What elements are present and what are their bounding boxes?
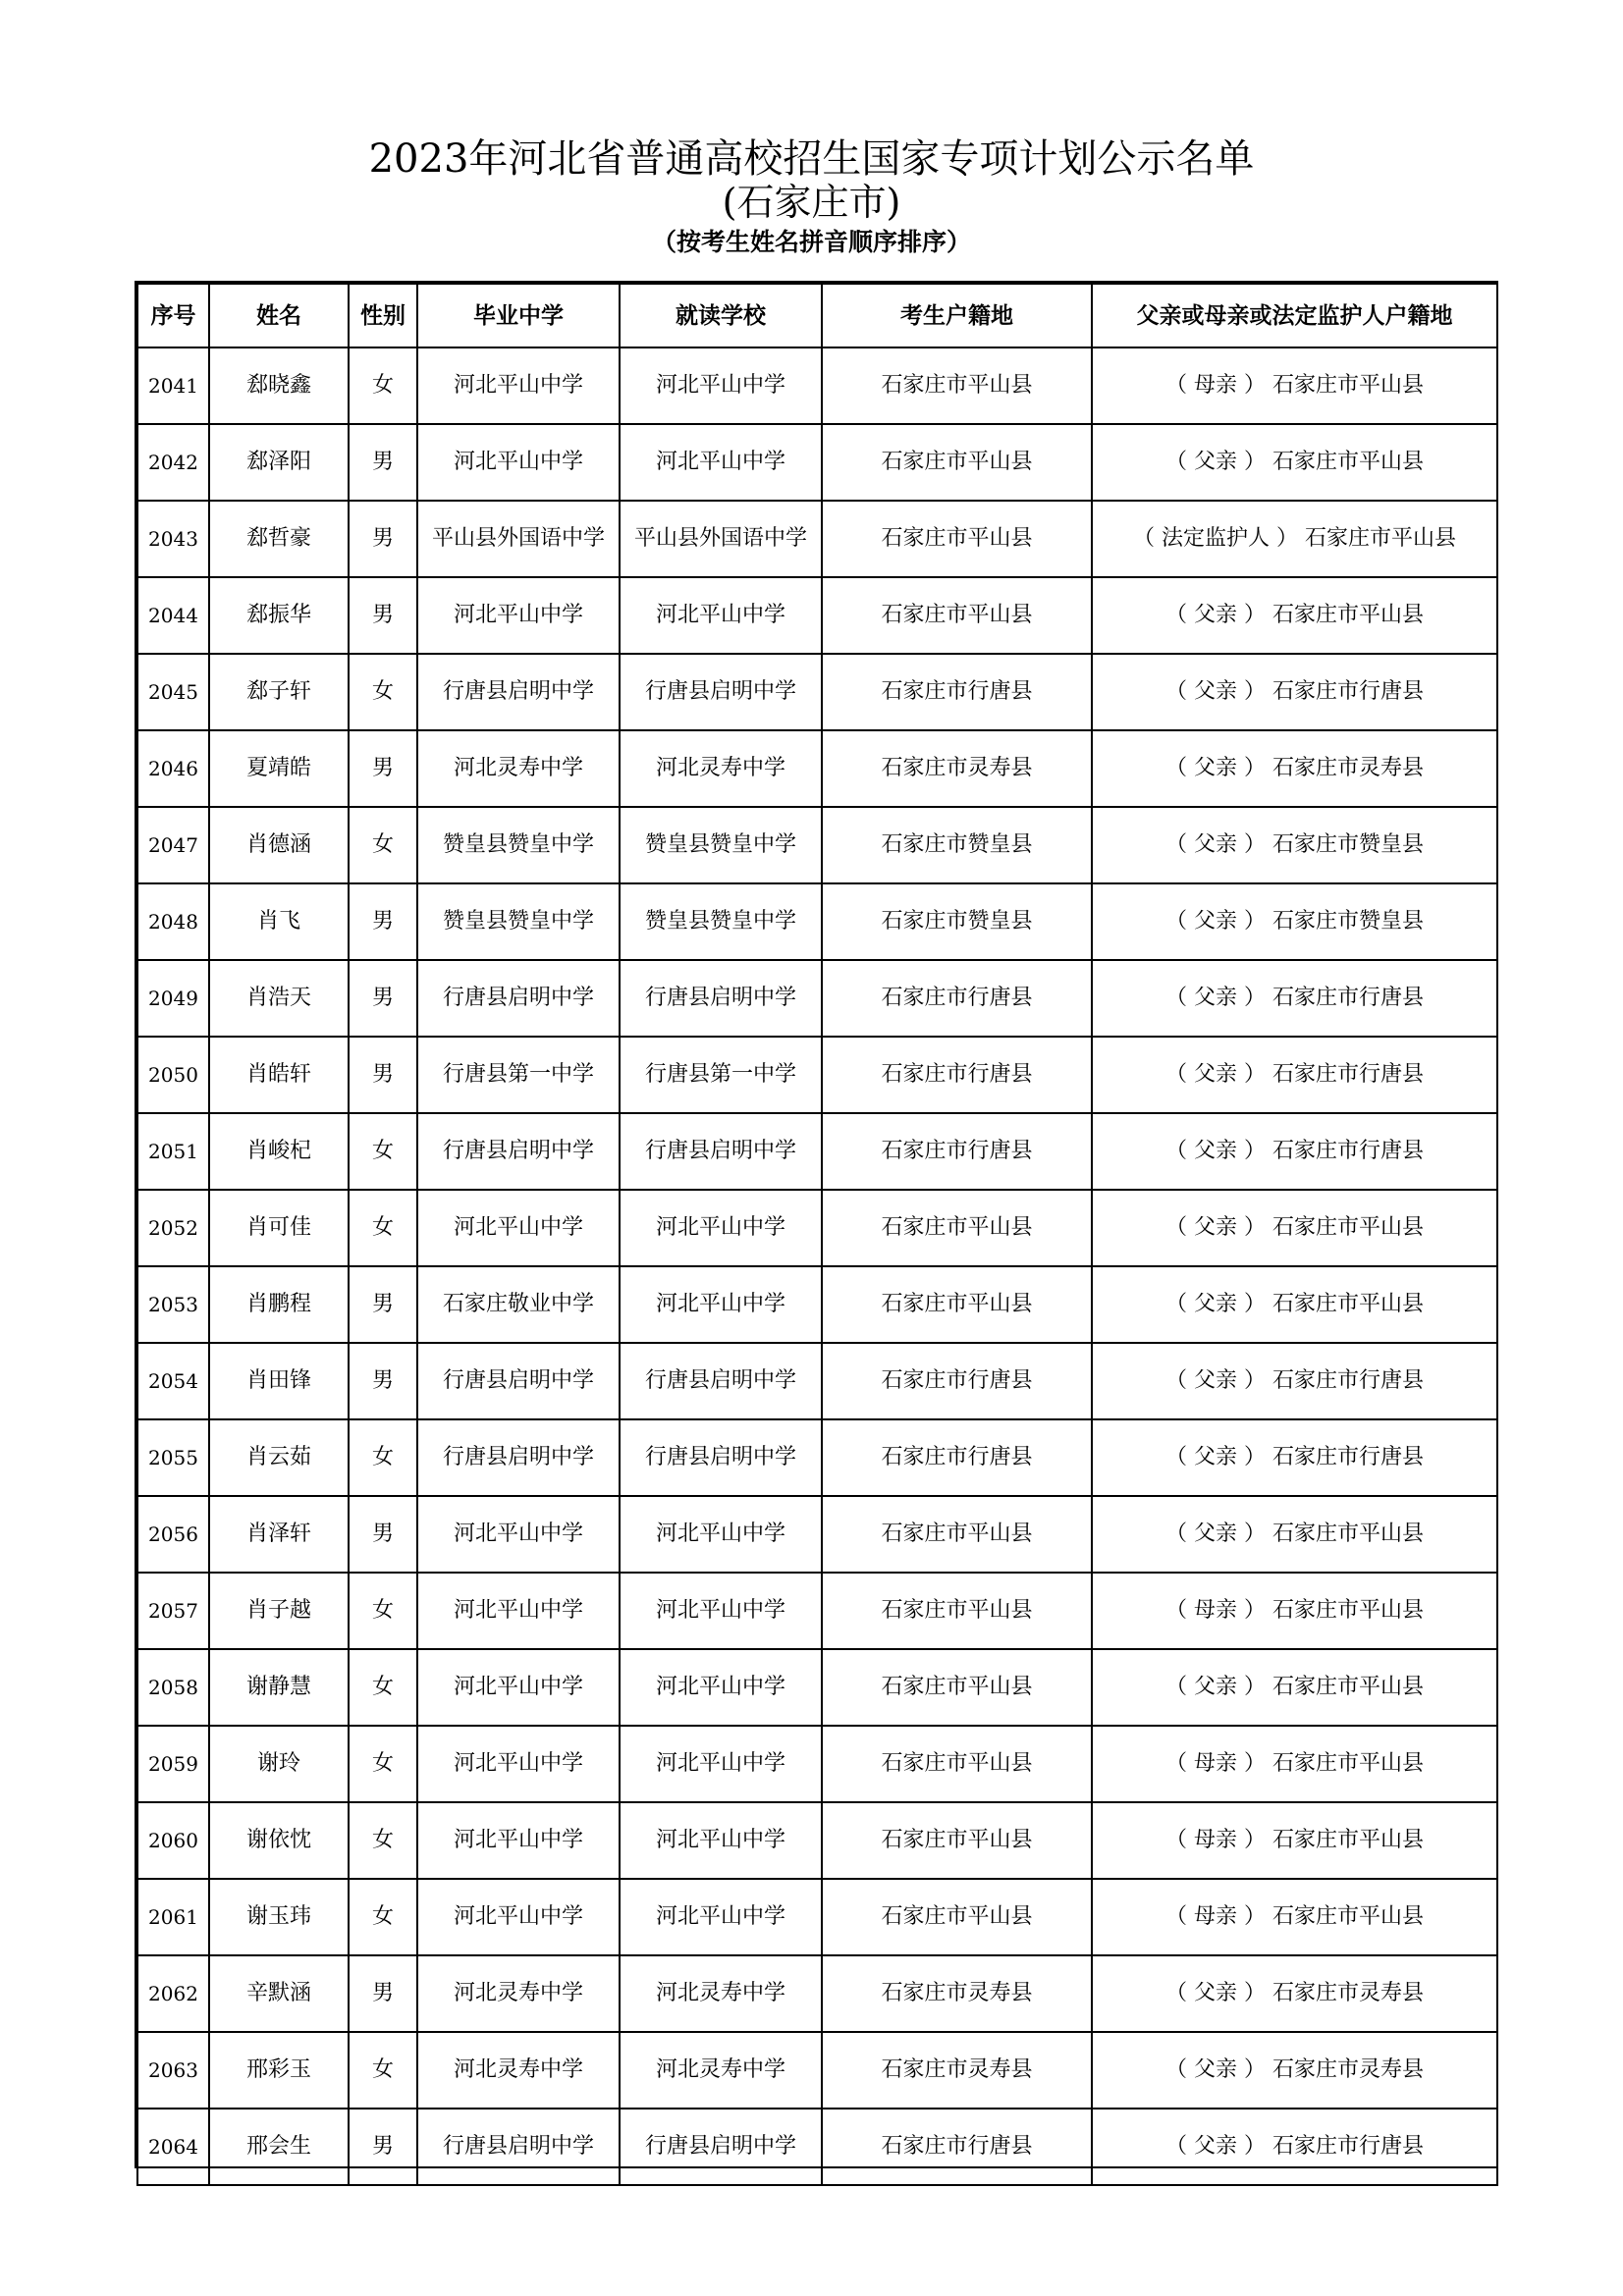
cell-gender: 男 bbox=[349, 424, 417, 501]
header-graduation-school: 毕业中学 bbox=[417, 284, 620, 347]
cell-current-school: 平山县外国语中学 bbox=[620, 501, 822, 577]
cell-guardian-registration: （ 父亲 ） 石家庄市行唐县 bbox=[1092, 1113, 1497, 1190]
cell-current-school: 河北平山中学 bbox=[620, 1266, 822, 1343]
cell-household-registration: 石家庄市平山县 bbox=[822, 424, 1092, 501]
cell-index: 2054 bbox=[137, 1343, 209, 1419]
cell-household-registration: 石家庄市平山县 bbox=[822, 1879, 1092, 1955]
header-row bbox=[137, 284, 1497, 347]
cell-index: 2045 bbox=[137, 654, 209, 730]
table-row bbox=[137, 577, 1497, 654]
table-row bbox=[137, 2032, 1497, 2109]
cell-name: 肖峻杞 bbox=[209, 1113, 349, 1190]
cell-index: 2051 bbox=[137, 1113, 209, 1190]
cell-gender: 男 bbox=[349, 1343, 417, 1419]
table-row bbox=[137, 1955, 1497, 2032]
cell-current-school: 赞皇县赞皇中学 bbox=[620, 807, 822, 883]
cell-name: 肖皓轩 bbox=[209, 1037, 349, 1113]
cell-name: 谢静慧 bbox=[209, 1649, 349, 1726]
cell-current-school: 河北平山中学 bbox=[620, 1802, 822, 1879]
cell-guardian-registration: （ 父亲 ） 石家庄市行唐县 bbox=[1092, 1343, 1497, 1419]
cell-graduation-school: 河北灵寿中学 bbox=[417, 2032, 620, 2109]
cell-current-school: 河北平山中学 bbox=[620, 347, 822, 424]
cell-graduation-school: 河北平山中学 bbox=[417, 1496, 620, 1573]
cell-household-registration: 石家庄市灵寿县 bbox=[822, 2032, 1092, 2109]
cell-household-registration: 石家庄市平山县 bbox=[822, 1190, 1092, 1266]
cell-household-registration: 石家庄市行唐县 bbox=[822, 2109, 1092, 2185]
cell-household-registration: 石家庄市平山县 bbox=[822, 501, 1092, 577]
table-row bbox=[137, 1343, 1497, 1419]
cell-current-school: 河北平山中学 bbox=[620, 1496, 822, 1573]
cell-graduation-school: 河北平山中学 bbox=[417, 347, 620, 424]
cell-household-registration: 石家庄市平山县 bbox=[822, 1649, 1092, 1726]
cell-gender: 女 bbox=[349, 1573, 417, 1649]
cell-graduation-school: 行唐县启明中学 bbox=[417, 2109, 620, 2185]
cell-gender: 女 bbox=[349, 1190, 417, 1266]
cell-index: 2042 bbox=[137, 424, 209, 501]
table-row bbox=[137, 347, 1497, 424]
cell-household-registration: 石家庄市平山县 bbox=[822, 1266, 1092, 1343]
cell-graduation-school: 赞皇县赞皇中学 bbox=[417, 883, 620, 960]
cell-index: 2062 bbox=[137, 1955, 209, 2032]
cell-guardian-registration: （ 父亲 ） 石家庄市平山县 bbox=[1092, 1496, 1497, 1573]
cell-graduation-school: 河北平山中学 bbox=[417, 1573, 620, 1649]
cell-index: 2048 bbox=[137, 883, 209, 960]
cell-graduation-school: 行唐县启明中学 bbox=[417, 1113, 620, 1190]
cell-graduation-school: 河北灵寿中学 bbox=[417, 1955, 620, 2032]
header-household-registration: 考生户籍地 bbox=[822, 284, 1092, 347]
cell-name: 郄泽阳 bbox=[209, 424, 349, 501]
cell-name: 谢依忱 bbox=[209, 1802, 349, 1879]
cell-name: 夏靖皓 bbox=[209, 730, 349, 807]
cell-household-registration: 石家庄市赞皇县 bbox=[822, 807, 1092, 883]
cell-index: 2047 bbox=[137, 807, 209, 883]
cell-guardian-registration: （ 父亲 ） 石家庄市赞皇县 bbox=[1092, 807, 1497, 883]
table-row bbox=[137, 501, 1497, 577]
roster-table bbox=[136, 283, 1498, 2186]
cell-guardian-registration: （ 父亲 ） 石家庄市行唐县 bbox=[1092, 1419, 1497, 1496]
cell-household-registration: 石家庄市灵寿县 bbox=[822, 730, 1092, 807]
cell-household-registration: 石家庄市赞皇县 bbox=[822, 883, 1092, 960]
cell-graduation-school: 河北灵寿中学 bbox=[417, 730, 620, 807]
cell-guardian-registration: （ 父亲 ） 石家庄市赞皇县 bbox=[1092, 883, 1497, 960]
cell-guardian-registration: （ 父亲 ） 石家庄市平山县 bbox=[1092, 1266, 1497, 1343]
cell-graduation-school: 河北平山中学 bbox=[417, 1190, 620, 1266]
cell-current-school: 赞皇县赞皇中学 bbox=[620, 883, 822, 960]
cell-household-registration: 石家庄市平山县 bbox=[822, 1496, 1092, 1573]
cell-current-school: 行唐县启明中学 bbox=[620, 1113, 822, 1190]
cell-gender: 男 bbox=[349, 501, 417, 577]
table-row bbox=[137, 1419, 1497, 1496]
cell-index: 2064 bbox=[137, 2109, 209, 2185]
cell-guardian-registration: （ 父亲 ） 石家庄市行唐县 bbox=[1092, 1037, 1497, 1113]
cell-current-school: 行唐县启明中学 bbox=[620, 2109, 822, 2185]
table-row bbox=[137, 1496, 1497, 1573]
cell-gender: 男 bbox=[349, 1496, 417, 1573]
table-row bbox=[137, 654, 1497, 730]
cell-name: 肖鹏程 bbox=[209, 1266, 349, 1343]
cell-guardian-registration: （ 父亲 ） 石家庄市行唐县 bbox=[1092, 960, 1497, 1037]
cell-current-school: 行唐县第一中学 bbox=[620, 1037, 822, 1113]
cell-guardian-registration: （ 母亲 ） 石家庄市平山县 bbox=[1092, 1573, 1497, 1649]
cell-graduation-school: 河北平山中学 bbox=[417, 424, 620, 501]
cell-household-registration: 石家庄市灵寿县 bbox=[822, 1955, 1092, 2032]
cell-guardian-registration: （ 父亲 ） 石家庄市平山县 bbox=[1092, 577, 1497, 654]
cell-household-registration: 石家庄市行唐县 bbox=[822, 1037, 1092, 1113]
header-guardian-registration: 父亲或母亲或法定监护人户籍地 bbox=[1092, 284, 1497, 347]
sort-note: （按考生姓名拼音顺序排序） bbox=[651, 228, 971, 256]
cell-name: 肖云茹 bbox=[209, 1419, 349, 1496]
cell-name: 郄振华 bbox=[209, 577, 349, 654]
cell-graduation-school: 行唐县启明中学 bbox=[417, 1343, 620, 1419]
cell-name: 邢彩玉 bbox=[209, 2032, 349, 2109]
cell-guardian-registration: （ 母亲 ） 石家庄市平山县 bbox=[1092, 347, 1497, 424]
cell-guardian-registration: （ 父亲 ） 石家庄市平山县 bbox=[1092, 1190, 1497, 1266]
cell-name: 邢会生 bbox=[209, 2109, 349, 2185]
cell-gender: 女 bbox=[349, 1649, 417, 1726]
cell-guardian-registration: （ 父亲 ） 石家庄市灵寿县 bbox=[1092, 730, 1497, 807]
cell-current-school: 河北平山中学 bbox=[620, 1190, 822, 1266]
table-row bbox=[137, 1037, 1497, 1113]
document-title: 2023年河北省普通高校招生国家专项计划公示名单 bbox=[368, 136, 1255, 182]
cell-name: 肖飞 bbox=[209, 883, 349, 960]
cell-name: 肖德涵 bbox=[209, 807, 349, 883]
cell-guardian-registration: （ 母亲 ） 石家庄市平山县 bbox=[1092, 1802, 1497, 1879]
cell-gender: 女 bbox=[349, 1802, 417, 1879]
cell-name: 谢玉玮 bbox=[209, 1879, 349, 1955]
cell-gender: 男 bbox=[349, 1266, 417, 1343]
cell-current-school: 河北灵寿中学 bbox=[620, 2032, 822, 2109]
table-row bbox=[137, 1879, 1497, 1955]
table-row bbox=[137, 1573, 1497, 1649]
cell-index: 2056 bbox=[137, 1496, 209, 1573]
cell-graduation-school: 行唐县启明中学 bbox=[417, 1419, 620, 1496]
table-row bbox=[137, 2109, 1497, 2185]
cell-name: 郄子轩 bbox=[209, 654, 349, 730]
cell-index: 2058 bbox=[137, 1649, 209, 1726]
cell-current-school: 河北平山中学 bbox=[620, 1573, 822, 1649]
cell-name: 肖田锋 bbox=[209, 1343, 349, 1419]
cell-name: 肖浩天 bbox=[209, 960, 349, 1037]
cell-gender: 女 bbox=[349, 1113, 417, 1190]
cell-household-registration: 石家庄市平山县 bbox=[822, 1573, 1092, 1649]
cell-household-registration: 石家庄市平山县 bbox=[822, 1726, 1092, 1802]
cell-current-school: 河北灵寿中学 bbox=[620, 730, 822, 807]
cell-graduation-school: 河北平山中学 bbox=[417, 1879, 620, 1955]
cell-index: 2043 bbox=[137, 501, 209, 577]
cell-household-registration: 石家庄市行唐县 bbox=[822, 1419, 1092, 1496]
cell-gender: 女 bbox=[349, 347, 417, 424]
cell-name: 郄晓鑫 bbox=[209, 347, 349, 424]
cell-gender: 男 bbox=[349, 2109, 417, 2185]
cell-gender: 男 bbox=[349, 730, 417, 807]
table-row bbox=[137, 1649, 1497, 1726]
cell-household-registration: 石家庄市平山县 bbox=[822, 577, 1092, 654]
cell-current-school: 河北平山中学 bbox=[620, 1649, 822, 1726]
header-name: 姓名 bbox=[209, 284, 349, 347]
cell-household-registration: 石家庄市行唐县 bbox=[822, 1113, 1092, 1190]
cell-graduation-school: 河北平山中学 bbox=[417, 1802, 620, 1879]
cell-current-school: 河北平山中学 bbox=[620, 424, 822, 501]
cell-guardian-registration: （ 父亲 ） 石家庄市行唐县 bbox=[1092, 2109, 1497, 2185]
table-row bbox=[137, 1266, 1497, 1343]
cell-graduation-school: 行唐县启明中学 bbox=[417, 654, 620, 730]
cell-gender: 女 bbox=[349, 1879, 417, 1955]
cell-index: 2061 bbox=[137, 1879, 209, 1955]
cell-gender: 女 bbox=[349, 2032, 417, 2109]
cell-graduation-school: 平山县外国语中学 bbox=[417, 501, 620, 577]
cell-current-school: 河北平山中学 bbox=[620, 1879, 822, 1955]
cell-guardian-registration: （ 母亲 ） 石家庄市平山县 bbox=[1092, 1879, 1497, 1955]
cell-name: 肖子越 bbox=[209, 1573, 349, 1649]
cell-name: 肖可佳 bbox=[209, 1190, 349, 1266]
cell-name: 郄哲豪 bbox=[209, 501, 349, 577]
header-index: 序号 bbox=[137, 284, 209, 347]
cell-index: 2055 bbox=[137, 1419, 209, 1496]
cell-index: 2060 bbox=[137, 1802, 209, 1879]
cell-household-registration: 石家庄市平山县 bbox=[822, 347, 1092, 424]
cell-guardian-registration: （ 父亲 ） 石家庄市灵寿县 bbox=[1092, 1955, 1497, 2032]
cell-guardian-registration: （ 父亲 ） 石家庄市灵寿县 bbox=[1092, 2032, 1497, 2109]
cell-index: 2059 bbox=[137, 1726, 209, 1802]
table-row bbox=[137, 807, 1497, 883]
cell-index: 2052 bbox=[137, 1190, 209, 1266]
document-subtitle: (石家庄市) bbox=[722, 181, 901, 224]
cell-gender: 女 bbox=[349, 1419, 417, 1496]
cell-gender: 男 bbox=[349, 1955, 417, 2032]
cell-guardian-registration: （ 父亲 ） 石家庄市平山县 bbox=[1092, 424, 1497, 501]
cell-current-school: 行唐县启明中学 bbox=[620, 1343, 822, 1419]
cell-name: 肖泽轩 bbox=[209, 1496, 349, 1573]
cell-guardian-registration: （ 父亲 ） 石家庄市平山县 bbox=[1092, 1649, 1497, 1726]
cell-current-school: 行唐县启明中学 bbox=[620, 654, 822, 730]
cell-gender: 女 bbox=[349, 1726, 417, 1802]
cell-current-school: 行唐县启明中学 bbox=[620, 1419, 822, 1496]
cell-index: 2049 bbox=[137, 960, 209, 1037]
cell-current-school: 河北平山中学 bbox=[620, 1726, 822, 1802]
cell-name: 辛默涵 bbox=[209, 1955, 349, 2032]
table-row bbox=[137, 424, 1497, 501]
cell-household-registration: 石家庄市平山县 bbox=[822, 1802, 1092, 1879]
cell-guardian-registration: （ 父亲 ） 石家庄市行唐县 bbox=[1092, 654, 1497, 730]
table-row bbox=[137, 1190, 1497, 1266]
cell-current-school: 行唐县启明中学 bbox=[620, 960, 822, 1037]
cell-current-school: 河北平山中学 bbox=[620, 577, 822, 654]
cell-index: 2053 bbox=[137, 1266, 209, 1343]
table-row bbox=[137, 1802, 1497, 1879]
cell-gender: 女 bbox=[349, 807, 417, 883]
cell-index: 2057 bbox=[137, 1573, 209, 1649]
cell-index: 2041 bbox=[137, 347, 209, 424]
cell-graduation-school: 石家庄敬业中学 bbox=[417, 1266, 620, 1343]
table-row bbox=[137, 1113, 1497, 1190]
cell-guardian-registration: （ 母亲 ） 石家庄市平山县 bbox=[1092, 1726, 1497, 1802]
cell-gender: 男 bbox=[349, 883, 417, 960]
cell-gender: 男 bbox=[349, 577, 417, 654]
cell-graduation-school: 行唐县第一中学 bbox=[417, 1037, 620, 1113]
cell-gender: 女 bbox=[349, 654, 417, 730]
cell-graduation-school: 行唐县启明中学 bbox=[417, 960, 620, 1037]
cell-graduation-school: 河北平山中学 bbox=[417, 1726, 620, 1802]
table-row bbox=[137, 1726, 1497, 1802]
cell-household-registration: 石家庄市行唐县 bbox=[822, 1343, 1092, 1419]
cell-household-registration: 石家庄市行唐县 bbox=[822, 960, 1092, 1037]
cell-current-school: 河北灵寿中学 bbox=[620, 1955, 822, 2032]
cell-index: 2044 bbox=[137, 577, 209, 654]
cell-graduation-school: 河北平山中学 bbox=[417, 577, 620, 654]
cell-guardian-registration: （ 法定监护人 ） 石家庄市平山县 bbox=[1092, 501, 1497, 577]
cell-graduation-school: 赞皇县赞皇中学 bbox=[417, 807, 620, 883]
cell-name: 谢玲 bbox=[209, 1726, 349, 1802]
cell-household-registration: 石家庄市行唐县 bbox=[822, 654, 1092, 730]
cell-gender: 男 bbox=[349, 960, 417, 1037]
cell-graduation-school: 河北平山中学 bbox=[417, 1649, 620, 1726]
cell-gender: 男 bbox=[349, 1037, 417, 1113]
header-gender: 性别 bbox=[349, 284, 417, 347]
header-current-school: 就读学校 bbox=[620, 284, 822, 347]
cell-index: 2063 bbox=[137, 2032, 209, 2109]
cell-index: 2046 bbox=[137, 730, 209, 807]
table-row bbox=[137, 730, 1497, 807]
table-row bbox=[137, 960, 1497, 1037]
cell-index: 2050 bbox=[137, 1037, 209, 1113]
table-row bbox=[137, 883, 1497, 960]
